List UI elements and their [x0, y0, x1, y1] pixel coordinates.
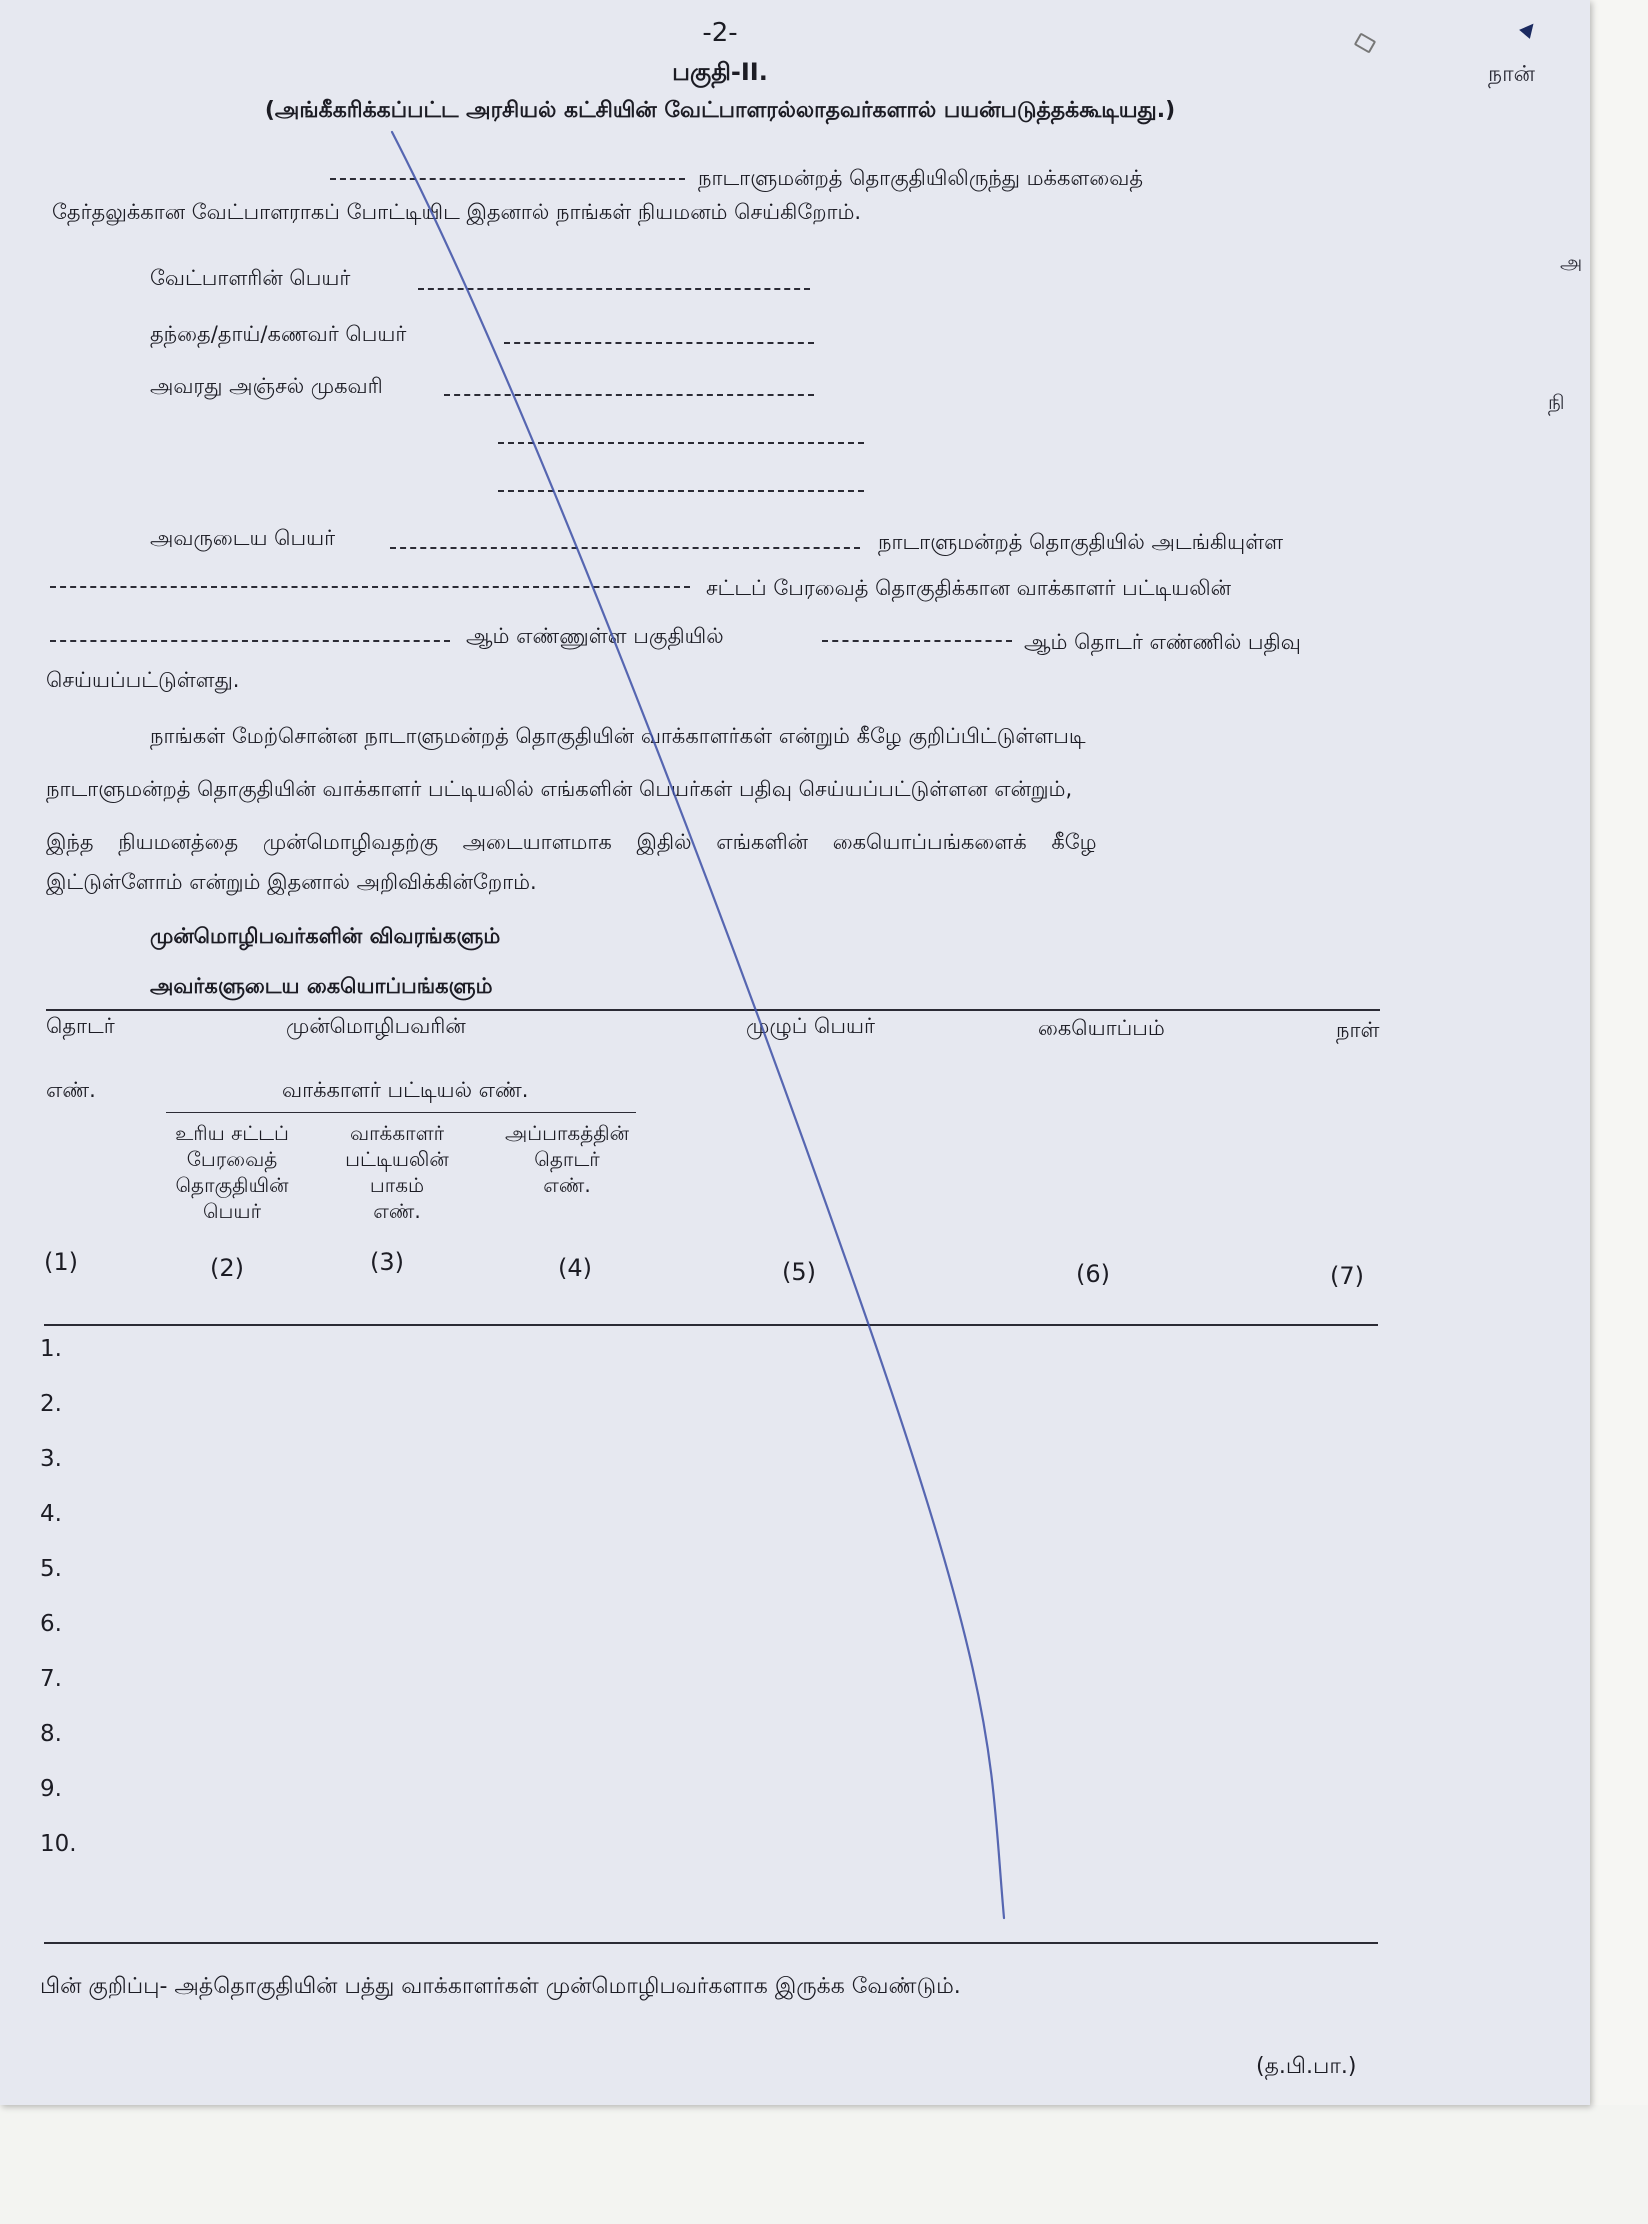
nomination-line2: தேர்தலுக்கான வேட்பாளராகப் போட்டியிட இதனால் நாங்கள் நியமனம் செய்கிறோம்.: [52, 200, 862, 224]
declaration-line1: நாங்கள் மேற்சொன்ன நாடாளுமன்றத் தொகுதியின் வாக்காளர்கள் என்றும் கீழே குறிப்பிட்டுள்ளபடி: [150, 724, 1086, 748]
constituency-tail: நாடாளுமன்றத் தொகுதியில் அடங்கியுள்ள: [878, 530, 1284, 554]
nomination-line1: நாடாளுமன்றத் தொகுதியிலிருந்து மக்களவைத்: [698, 166, 1143, 190]
background-sheet-right: [1590, 0, 1648, 2224]
col-number-6: (6): [1076, 1260, 1110, 1288]
row-number: 10.: [40, 1831, 77, 1857]
row-number: 2.: [40, 1391, 62, 1417]
footer-note: பின் குறிப்பு- அத்தொகுதியின் பத்து வாக்காளர்கள் முன்மொழிபவர்களாக இருக்க வேண்டும்.: [40, 1974, 961, 1999]
row-number: 9.: [40, 1776, 62, 1802]
margin-word-1: நான்: [1488, 62, 1535, 87]
col-number-1: (1): [44, 1248, 78, 1276]
col1-header-no: எண்.: [46, 1078, 96, 1102]
page-number: -2-: [702, 18, 738, 48]
col-number-4: (4): [558, 1254, 592, 1282]
col2-header-group: முன்மொழிபவரின்: [286, 1014, 466, 1038]
col5-header: முழுப் பெயர்: [746, 1014, 876, 1038]
address-label: அவரது அஞ்சல் முகவரி: [150, 374, 383, 398]
his-name-label: அவருடைய பெயர்: [150, 526, 336, 550]
row-number: 3.: [40, 1446, 62, 1472]
serial-no-text: ஆம் தொடர் எண்ணில் பதிவு: [1024, 630, 1301, 654]
parent-name-label: தந்தை/தாய்/கணவர் பெயர்: [150, 322, 407, 346]
margin-word-3: நி: [1548, 390, 1565, 414]
col-number-7: (7): [1330, 1262, 1364, 1290]
part-title: பகுதி-II.: [672, 58, 768, 86]
registered-text: செய்யப்பட்டுள்ளது.: [46, 668, 240, 692]
row-number: 1.: [40, 1336, 62, 1362]
subcol-b-header: வாக்காளர் பட்டியலின் பாகம் எண்.: [345, 1121, 449, 1223]
row-number: 6.: [40, 1611, 62, 1637]
assembly-tail: சட்டப் பேரவைத் தொகுதிக்கான வாக்காளர் பட்டியலின்: [706, 576, 1231, 600]
part-subtitle: (அங்கீகரிக்கப்பட்ட அரசியல் கட்சியின் வேட்பாளரல்லாதவர்களால் பயன்படுத்தக்கூடியது.): [264, 98, 1176, 123]
col-number-3: (3): [370, 1248, 404, 1276]
subcol-c-header: அப்பாகத்தின் தொடர் எண்.: [504, 1121, 630, 1197]
row-number: 7.: [40, 1666, 62, 1692]
row-number: 4.: [40, 1501, 62, 1527]
please-turn-over: (த.பி.பா.): [1256, 2054, 1357, 2079]
subcol-a-header: உரிய சட்டப் பேரவைத் தொகுதியின் பெயர்: [175, 1121, 289, 1223]
col1-header-serial: தொடர்: [46, 1014, 115, 1038]
declaration-line4: இட்டுள்ளோம் என்றும் இதனால் அறிவிக்கின்றோம்.: [46, 870, 537, 894]
declaration-line3: இந்த நியமனத்தை முன்மொழிவதற்கு அடையாளமாக இதில் எங்களின் கையொப்பங்களைக் கீழே: [46, 830, 1097, 854]
margin-word-2: அ: [1560, 250, 1583, 274]
declaration-line2: நாடாளுமன்றத் தொகுதியின் வாக்காளர் பட்டியலில் எங்களின் பெயர்கள் பதிவு செய்யப்பட்டுள்ளன என்றும்,: [46, 777, 1073, 801]
background-surface-bottom: [0, 2105, 1648, 2224]
proposers-heading-2: அவர்களுடைய கையொப்பங்களும்: [150, 974, 493, 998]
col-number-5: (5): [782, 1258, 816, 1286]
row-number: 8.: [40, 1721, 62, 1747]
proposers-heading-1: முன்மொழிபவர்களின் விவரங்களும்: [150, 924, 501, 948]
col7-header: நாள்: [1336, 1018, 1380, 1042]
col6-header: கையொப்பம்: [1038, 1016, 1165, 1040]
row-number: 5.: [40, 1556, 62, 1582]
candidate-name-label: வேட்பாளரின் பெயர்: [150, 266, 351, 290]
col-number-2: (2): [210, 1254, 244, 1282]
part-no-text: ஆம் எண்ணுள்ள பகுதியில்: [466, 624, 724, 648]
col2-header-sub: வாக்காளர் பட்டியல் எண்.: [282, 1078, 529, 1102]
